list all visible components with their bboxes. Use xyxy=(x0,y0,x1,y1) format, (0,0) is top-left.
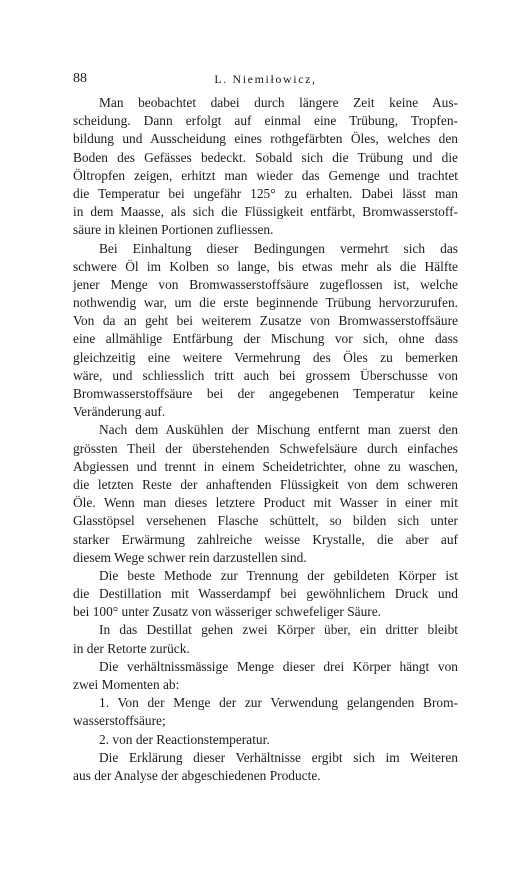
text-line: die Destillation mit Wasserdampf bei gewöhnlichem Druck und xyxy=(73,586,458,602)
text-line: die letzten Reste der anhaftenden Flüssigkeit von dem schweren xyxy=(73,476,458,492)
text-line: wäre, und schliesslich tritt auch bei grossem Überschusse von xyxy=(73,367,458,383)
text-line: aus der Analyse der abgeschiedenen Producte. xyxy=(73,767,321,783)
paragraph xyxy=(73,240,458,422)
text-line: schwere Öl im Kolben so lange, bis etwas mehr als die Hälfte xyxy=(73,258,458,274)
text-line: 2. von der Reactionstemperatur. xyxy=(99,731,270,747)
text-line: Veränderung auf. xyxy=(73,404,166,420)
paragraph xyxy=(73,749,458,785)
text-line: Bromwasserstoffsäure bei der angegebenen Temperatur keine xyxy=(73,386,458,401)
text-line: in der Retorte zurück. xyxy=(73,640,190,656)
page-number: 88 xyxy=(73,71,87,86)
text-line: Boden des Gefässes bedeckt. Sobald sich die Trübung und die xyxy=(73,149,458,165)
paragraph xyxy=(73,567,458,622)
text-line: in dem Maasse, als sich die Flüssigkeit entfärbt, Bromwasserstoff- xyxy=(73,204,458,220)
text-line: bei 100° unter Zusatz von wässeriger schwefeliger Säure. xyxy=(73,604,382,620)
text-line: 1. Von der Menge der zur Verwendung gelangenden Brom- xyxy=(99,695,458,711)
text-line: grössten Theil der überstehenden Schwefelsäure durch einfaches xyxy=(73,440,458,456)
paragraph xyxy=(73,421,458,567)
text-line: jener Menge von Bromwasserstoffsäure zugeflossen ist, welche xyxy=(73,276,458,292)
text-line: Die beste Methode zur Trennung der gebildeten Körper ist xyxy=(99,567,458,583)
text-line: säure in kleinen Portionen zufliessen. xyxy=(73,222,274,238)
text-line: Glasstöpsel versehenen Flasche schüttelt, so bilden sich unter xyxy=(73,513,458,529)
paragraph xyxy=(73,658,458,694)
text-line: starker Erwärmung zahlreiche weisse Krystalle, die aber auf xyxy=(73,531,458,547)
text-line: bildung und Ausscheidung eines rothgefärbten Öles, welches den xyxy=(73,131,458,147)
text-line: eine allmählige Entfärbung der Mischung vor sich, ohne dass xyxy=(73,331,458,347)
paragraph xyxy=(73,694,458,730)
paragraph xyxy=(73,94,458,240)
text-line: Von da an geht bei weiterem Zusatze von Bromwasserstoffsäure xyxy=(73,313,458,329)
body-text xyxy=(73,94,458,785)
running-head: L. Niemiłowicz, xyxy=(214,72,317,86)
text-line: Die Erklärung dieser Verhältnisse ergibt sich im Weiteren xyxy=(99,749,458,765)
text-line: Abgiessen und trennt in einem Scheidetrichter, ohne zu waschen, xyxy=(73,458,458,474)
text-line: nothwendig war, um die erste beginnende Trübung hervorzurufen. xyxy=(73,295,458,311)
text-line: Man beobachtet dabei durch längere Zeit keine Aus- xyxy=(99,95,458,110)
page-header xyxy=(73,70,458,90)
text-line: scheidung. Dann erfolgt auf einmal eine Trübung, Tropfen- xyxy=(73,113,458,129)
text-line: die Temperatur bei ungefähr 125° zu erhalten. Dabei lässt man xyxy=(73,185,458,201)
paragraph xyxy=(73,731,458,749)
text-line: Bei Einhaltung dieser Bedingungen vermehrt sich das xyxy=(99,240,458,256)
text-line: Nach dem Auskühlen der Mischung entfernt man zuerst den xyxy=(99,422,458,438)
text-line: Öle. Wenn man dieses letztere Product mit Wasser in einer mit xyxy=(73,495,458,511)
text-line: In das Destillat gehen zwei Körper über, ein dritter bleibt xyxy=(99,622,458,638)
text-line: zwei Momenten ab: xyxy=(73,677,180,692)
text-line: Öltropfen zeigen, erhitzt man wieder das Gemenge und trachtet xyxy=(73,167,458,183)
text-line: wasserstoffsäure; xyxy=(73,713,166,729)
text-line: Die verhältnissmässige Menge dieser drei Körper hängt von xyxy=(99,658,458,674)
text-line: gleichzeitig eine weitere Vermehrung des Öles zu bemerken xyxy=(73,349,458,365)
text-line: diesem Wege schwer rein darzustellen sind. xyxy=(73,549,307,565)
paragraph xyxy=(73,621,458,657)
